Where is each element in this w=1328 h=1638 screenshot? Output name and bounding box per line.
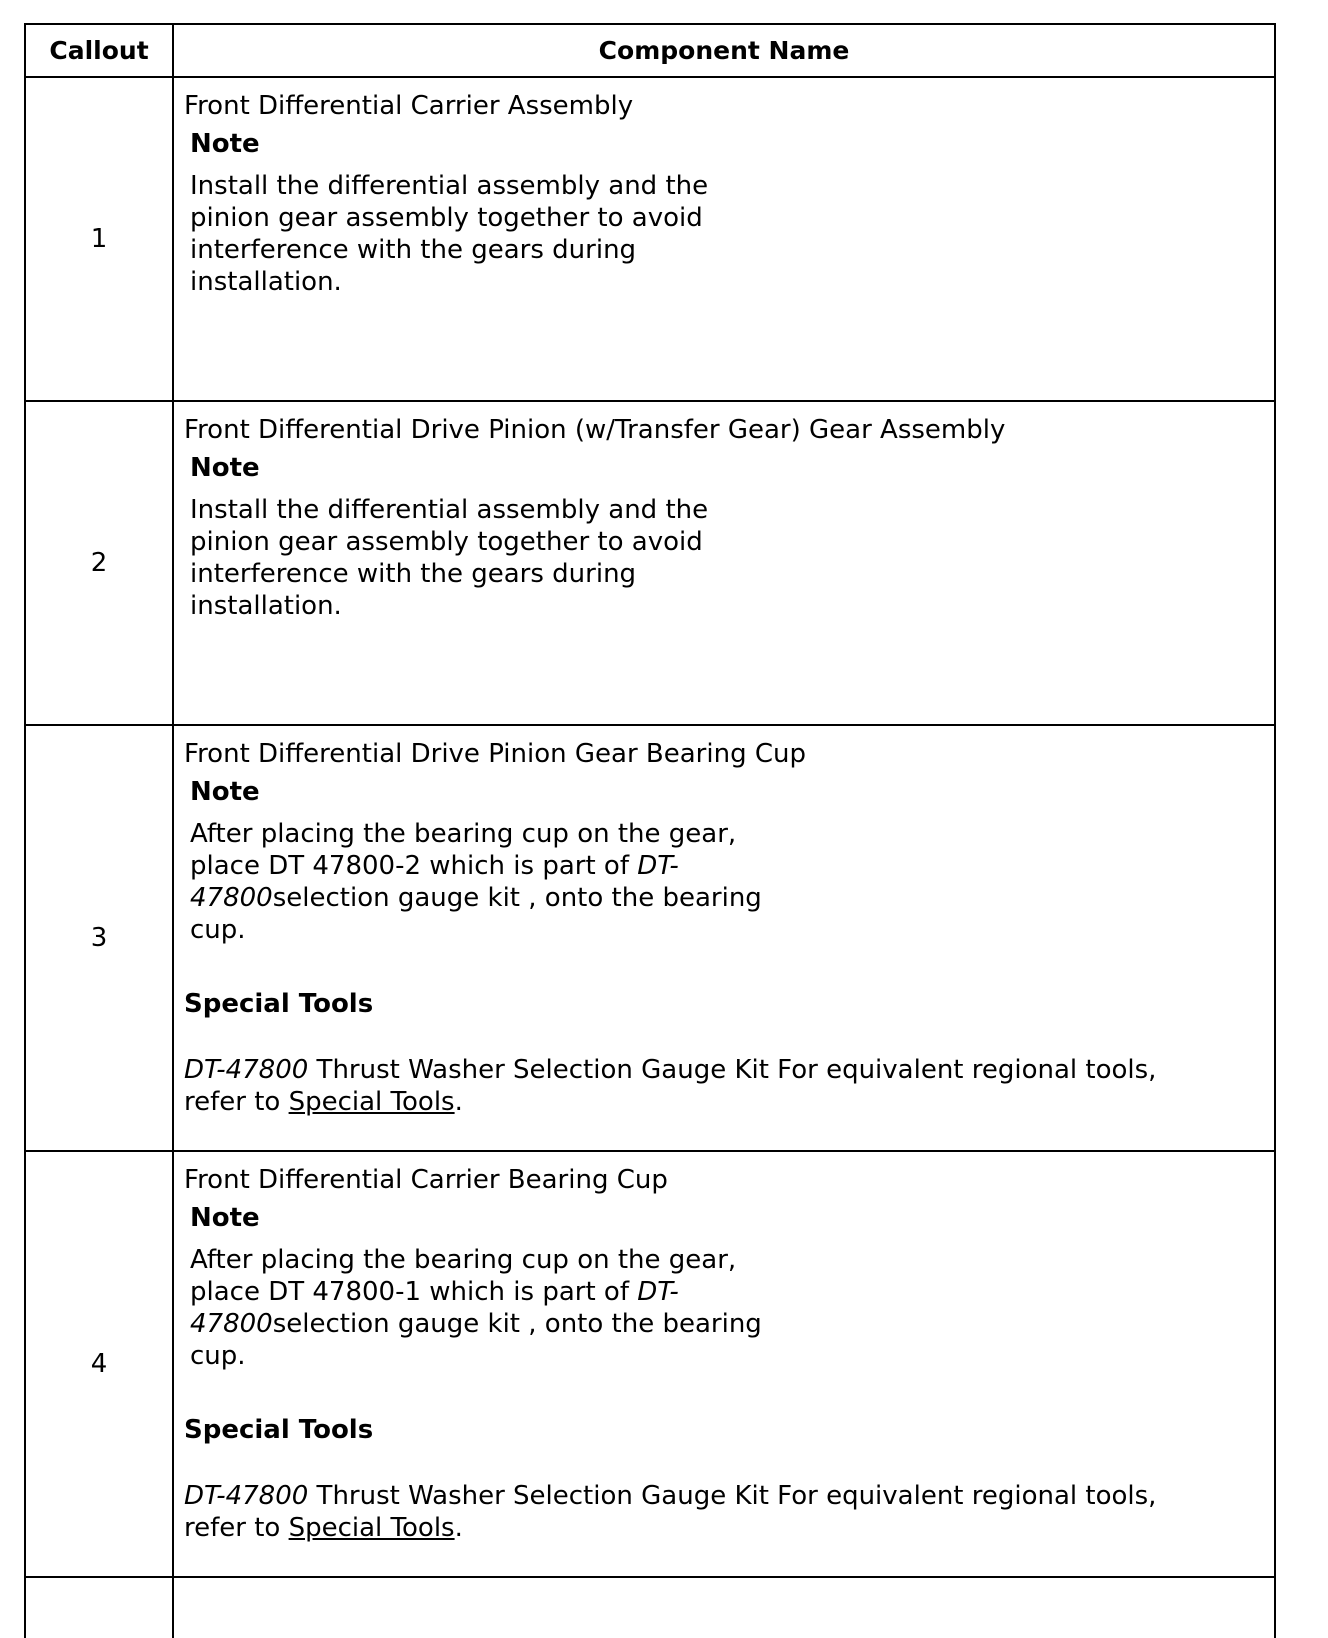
table-header-row <box>25 24 1275 77</box>
note-line: After placing the bearing cup on the gear, <box>190 819 737 849</box>
component-cell <box>173 401 1275 725</box>
tool-refer-text: refer to <box>184 1513 289 1543</box>
note-line: pinion gear assembly together to avoid <box>190 527 703 557</box>
note-line: interference with the gears during <box>190 235 637 265</box>
callout-number: 3 <box>25 725 173 1151</box>
note-line: cup. <box>190 915 246 945</box>
callout-number: 1 <box>25 77 173 401</box>
special-tools-label: Special Tools <box>184 989 374 1019</box>
note-tool-ref: DT- <box>637 851 679 881</box>
table-row <box>25 725 1275 1151</box>
component-title: Front Differential Carrier Bearing Cup <box>184 1165 668 1195</box>
component-title: Front Differential Drive Pinion Gear Bearing Cup <box>184 739 806 769</box>
callout-number: 4 <box>25 1151 173 1577</box>
component-title: Front Differential Drive Pinion (w/Transfer Gear) Gear Assembly <box>184 415 1006 445</box>
note-line: cup. <box>190 1341 246 1371</box>
table-row <box>25 77 1275 401</box>
note-line: selection gauge kit , onto the bearing <box>272 883 762 913</box>
header-component-name: Component Name <box>173 24 1275 77</box>
note-label: Note <box>190 453 260 483</box>
component-cell <box>173 77 1275 401</box>
note-label: Note <box>190 777 260 807</box>
special-tools-link[interactable]: Special Tools <box>288 1087 455 1117</box>
note-body <box>190 1244 790 1372</box>
callout-number: 2 <box>25 401 173 725</box>
special-tools-label: Special Tools <box>184 1415 374 1445</box>
tool-code: DT-47800 <box>184 1481 309 1511</box>
note-line: Install the differential assembly and the <box>190 495 709 525</box>
note-body <box>190 818 790 946</box>
note-line: place DT 47800-2 which is part of <box>190 851 638 881</box>
table-row <box>25 1151 1275 1577</box>
special-tool-line <box>184 1480 1264 1544</box>
tool-description: Thrust Washer Selection Gauge Kit For equivalent regional tools, <box>308 1055 1157 1085</box>
note-line: place DT 47800-1 which is part of <box>190 1277 638 1307</box>
note-line: After placing the bearing cup on the gear, <box>190 1245 737 1275</box>
tool-end: . <box>454 1087 463 1117</box>
note-tool-ref: 47800 <box>190 883 273 913</box>
component-cell <box>173 725 1275 1151</box>
tool-description: Thrust Washer Selection Gauge Kit For equivalent regional tools, <box>308 1481 1157 1511</box>
note-line: pinion gear assembly together to avoid <box>190 203 703 233</box>
component-title: Front Differential Carrier Assembly <box>184 91 634 121</box>
special-tool-line <box>184 1054 1264 1118</box>
tool-end: . <box>454 1513 463 1543</box>
special-tools-link[interactable]: Special Tools <box>288 1513 455 1543</box>
note-tool-ref: 47800 <box>190 1309 273 1339</box>
note-line: interference with the gears during <box>190 559 637 589</box>
component-cell-empty <box>173 1577 1275 1638</box>
note-line: installation. <box>190 591 342 621</box>
note-line: Install the differential assembly and the <box>190 171 709 201</box>
note-label: Note <box>190 129 260 159</box>
table-row <box>25 1577 1275 1638</box>
note-line: selection gauge kit , onto the bearing <box>272 1309 762 1339</box>
component-table <box>24 23 1276 1638</box>
note-label: Note <box>190 1203 260 1233</box>
component-cell <box>173 1151 1275 1577</box>
header-callout: Callout <box>25 24 173 77</box>
note-body <box>190 494 790 622</box>
tool-code: DT-47800 <box>184 1055 309 1085</box>
callout-cell-empty <box>25 1577 173 1638</box>
note-line: installation. <box>190 267 342 297</box>
note-tool-ref: DT- <box>637 1277 679 1307</box>
tool-refer-text: refer to <box>184 1087 289 1117</box>
note-body <box>190 170 790 298</box>
table-row <box>25 401 1275 725</box>
